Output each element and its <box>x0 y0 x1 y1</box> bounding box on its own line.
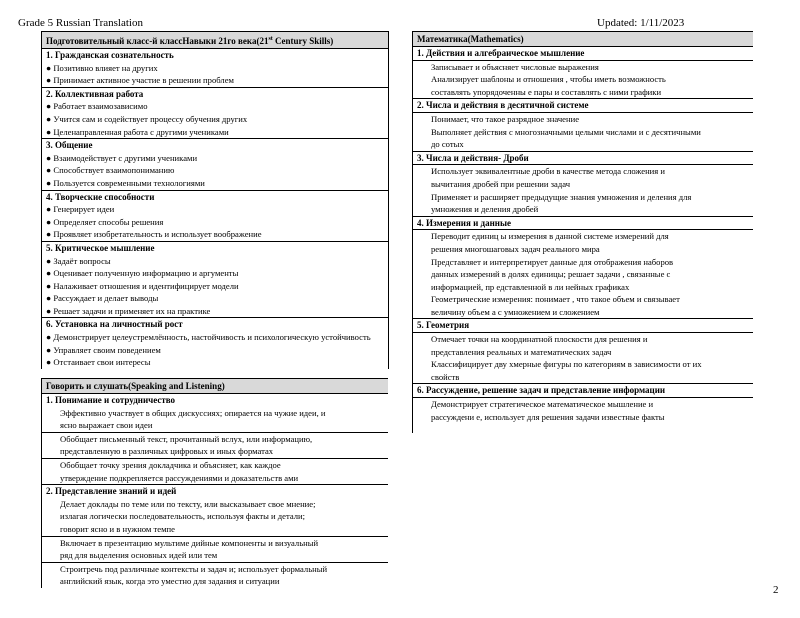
speaking-standard-line: ряд для выделения основных идей или тем <box>60 550 218 561</box>
speaking-standard-line: Эффективно участвует в общих дискуссиях; опирается на чужие идеи, и <box>60 407 326 418</box>
skills-list-item: ● Позитивно влияет на других <box>46 62 158 73</box>
document-header-title: Grade 5 Russian Translation <box>18 17 143 29</box>
math-standard-line: Геометрические измерения: понимает , что такое объем и связывает <box>431 294 680 305</box>
math-standard-line: Представляет и интерпретирует данные для отображения наборов <box>431 256 674 267</box>
skills-section-title: 1. Гражданская сознательность <box>46 50 174 60</box>
skills-list-item: ● Целенаправленная работа с другими учениками <box>46 126 229 137</box>
math-standard-line: Выполняет действия с многозначными целыми числами и с десятичными <box>431 126 701 137</box>
math-standard-line: свойств <box>431 371 460 382</box>
speaking-standard-line: Строитречь под различные контексты и задач и; использует формальный <box>60 563 328 574</box>
skills-list-item: ● Рассуждает и делает выводы <box>46 293 159 304</box>
math-standard-line: умножения и деления дробей <box>431 204 539 215</box>
skills-list-item: ● Работает взаимозависимо <box>46 101 148 112</box>
math-standard-line: Демонстрирует стратегическое математическое мышление и <box>431 399 654 410</box>
speaking-standard-line: ясно выражает свои идеи <box>60 420 153 431</box>
skills-list-item: ● Учится сам и содействует процессу обучения других <box>46 113 248 124</box>
skills-list-item: ● Взаимодействует с другими учениками <box>46 152 198 163</box>
math-section-title: 1. Действия и алгебраическое мышление <box>417 48 585 58</box>
math-section-body <box>413 164 753 215</box>
math-standard-line: составлять упорядоченны е пары и составлять с ними графики <box>431 86 662 97</box>
skills-list-item: ● Оценивает полученную информацию и аргументы <box>46 268 239 279</box>
math-standard-line: Переводит единиц ы измерения в данной системе измерений для <box>431 231 669 242</box>
math-standard-line: решения многошаговых задач реального мира <box>431 243 600 254</box>
math-section-title: 3. Числа и действия- Дроби <box>413 151 753 165</box>
speaking-standard-line: Делает доклады по теме или по тексту, или высказывает свое мнение; <box>60 498 316 509</box>
speaking-standard <box>42 562 388 588</box>
skills-table <box>41 31 389 369</box>
math-standard-line: представления реальных и математических задач <box>431 346 612 357</box>
skills-list-item: ● Проявляет изобретательность и использует воображение <box>46 229 262 240</box>
speaking-standard-line: говорит ясно и в нужном темпе <box>60 523 175 534</box>
skills-list-item: ● Принимает активное участие в решении проблем <box>46 75 234 86</box>
speaking-standard <box>42 407 388 432</box>
speaking-standard-line: английский язык, когда это уместно для задания и ситуации <box>60 576 280 587</box>
speaking-listening-table <box>41 378 388 588</box>
math-standard-line: вычитания дробей при решении задач <box>431 178 571 189</box>
skills-section-items <box>42 331 388 369</box>
math-table-end <box>413 423 753 433</box>
math-standard-line: данных измерений в долях единицы; решает задачи , связанные с <box>431 269 671 280</box>
math-section-title: 5. Геометрия <box>413 318 753 332</box>
skills-section-title: 3. Общение <box>42 138 388 152</box>
speaking-section-title: 2. Представление знаний и идей <box>42 484 388 498</box>
page-number: 2 <box>773 584 779 596</box>
document-updated-date: Updated: 1/11/2023 <box>597 17 685 29</box>
speaking-standard-line: утверждение подкрепляется рассуждениями и доказательств ами <box>60 472 299 483</box>
math-standard-line: рассуждени е, использует для решения задачи известные факты <box>431 411 665 422</box>
speaking-standard-line: Обобщает точку зрения докладчика и объясняет, как каждое <box>60 459 281 470</box>
skills-list-item: ● Пользуется современными технологиями <box>46 177 205 188</box>
speaking-section-blocks <box>42 498 388 588</box>
math-section-title: 6. Рассуждение, решение задач и представление информации <box>413 383 753 397</box>
math-section-body <box>413 112 753 151</box>
speaking-standard <box>42 432 388 458</box>
math-section-title: 2. Числа и действия в десятичной системе <box>413 98 753 112</box>
math-standard-line: до сотых <box>431 139 464 150</box>
math-standard-line: Записывает и объясняет числовые выражения <box>431 61 599 72</box>
skills-section-items <box>42 255 388 318</box>
math-section-title: 4. Измерения и данные <box>413 216 753 230</box>
speaking-section-blocks <box>42 407 388 485</box>
math-standard-line: Применяет и расширяет предыдущие знания умножения и деления для <box>431 191 692 202</box>
skills-list-item: ● Управляет своим поведением <box>46 344 161 355</box>
math-standard-line: Отмечает точки на координатной плоскости для решения и <box>431 334 648 345</box>
mathematics-heading: Математика(Mathematics) <box>413 31 753 47</box>
skills-section-title: 2. Коллективная работа <box>42 87 388 101</box>
speaking-section-title: 1. Понимание и сотрудничество <box>46 395 176 405</box>
skills-section-items <box>42 62 388 87</box>
mathematics-table <box>412 31 753 433</box>
speaking-listening-heading: Говорить и слушать(Speaking and Listening) <box>42 378 388 394</box>
math-standard-line: величину объем а с умножением и сложением <box>431 306 600 317</box>
skills-section-items <box>42 203 388 241</box>
skills-section-items <box>42 152 388 190</box>
speaking-standard-line: представленную в различных цифровых и иных форматах <box>60 446 274 457</box>
speaking-standard-line: Обобщает письменный текст, прочитанный вслух, или информацию, <box>60 433 313 444</box>
math-section-body <box>413 229 753 318</box>
speaking-standard-line: Включает в презентацию мультиме дийные компоненты и визуальный <box>60 537 319 548</box>
speaking-standard-line: излагая логически последовательность, используя факты и детали; <box>60 511 306 522</box>
math-section-body <box>413 60 753 99</box>
speaking-standard <box>42 536 388 562</box>
skills-section-title: 6. Установка на личностный рост <box>42 317 388 331</box>
speaking-standard <box>42 458 388 484</box>
skills-list-item: ● Налаживает отношения и идентифицирует модели <box>46 280 239 291</box>
math-section-body <box>413 397 753 423</box>
math-standard-line: Анализирует шаблоны и отношения , чтобы иметь возможность <box>431 74 666 85</box>
skills-list-item: ● Демонстрирует целеустремлённость, настойчивость и психологическую устойчивость <box>46 332 371 343</box>
skills-list-item: ● Способствует взаимопониманию <box>46 165 175 176</box>
skills-list-item: ● Решает задачи и применяет их на практике <box>46 305 211 316</box>
math-section-body <box>413 332 753 383</box>
speaking-standard <box>42 498 388 536</box>
skills-section-title: 5. Критическое мышление <box>42 241 388 255</box>
skills-list-item: ● Отстаивает свои интересы <box>46 357 151 368</box>
math-standard-line: Классифицирует дву хмерные фигуры по категориям в зависимости от их <box>431 359 702 370</box>
skills-list-item: ● Генерирует идеи <box>46 204 115 215</box>
skills-table-heading: Подготовительный класс-й классНавыки 21го века(21st Century Skills) <box>42 31 388 49</box>
math-standard-line: Использует эквивалентные дроби в качестве метода сложения и <box>431 166 665 177</box>
math-standard-line: Понимает, что такое разрядное значение <box>431 113 580 124</box>
skills-list-item: ● Определяет способы решения <box>46 216 164 227</box>
skills-list-item: ● Задаёт вопросы <box>46 255 111 266</box>
skills-section-title: 4. Творческие способности <box>42 190 388 204</box>
skills-section-items <box>42 100 388 138</box>
math-standard-line: информацией, пр едставленной в ли нейных графиках <box>431 281 630 292</box>
